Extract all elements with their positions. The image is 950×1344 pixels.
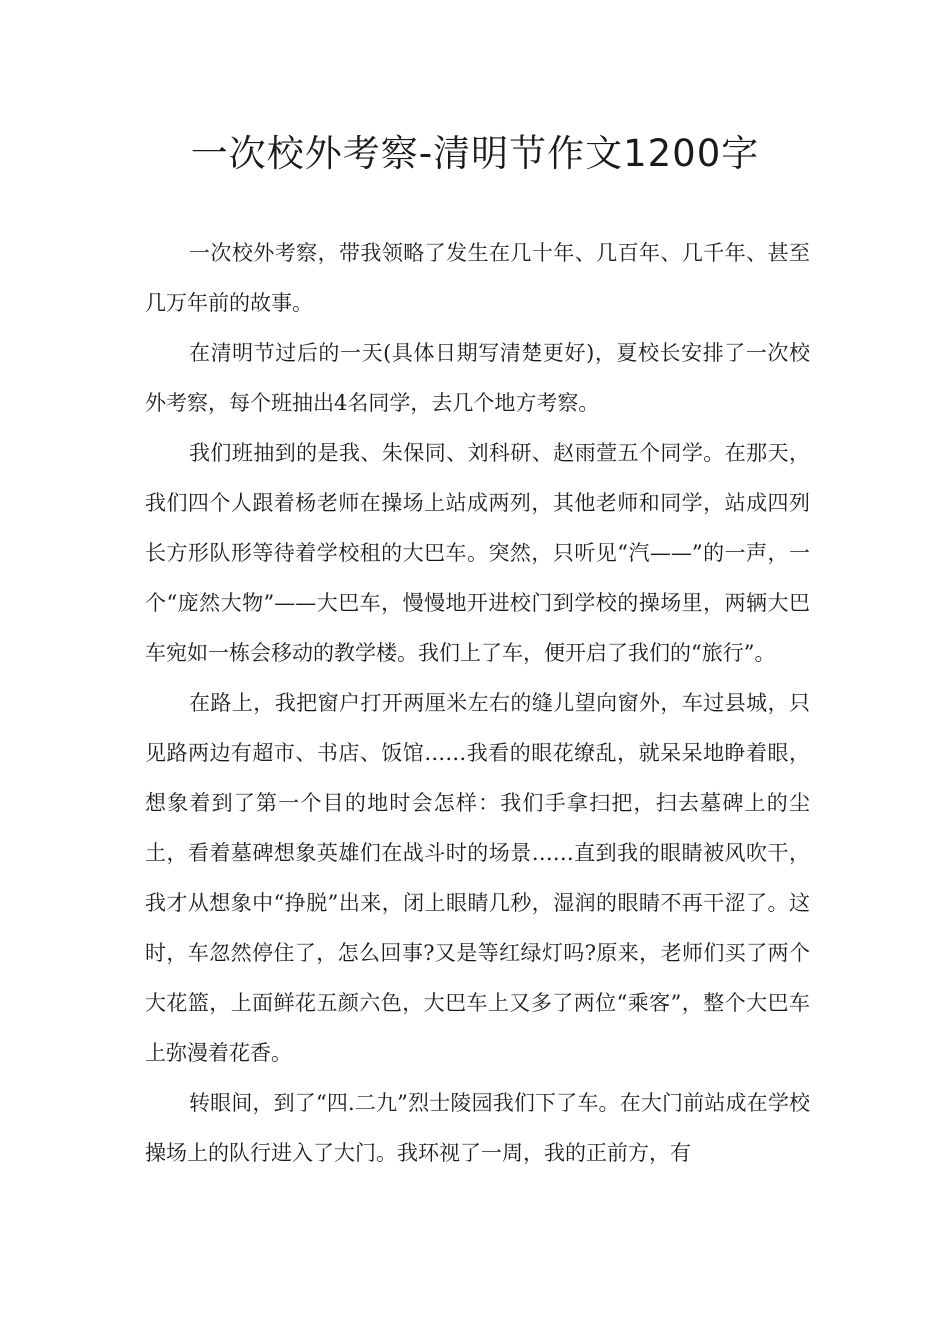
paragraph-1: 一次校外考察，带我领略了发生在几十年、几百年、几千年、甚至几万年前的故事。: [145, 241, 810, 315]
paragraph-5: 转眼间，到了“四.二九”烈士陵园我们下了车。在大门前站成在学校操场上的队行进入了大门。我环视了一周，我的正前方，有: [145, 1091, 810, 1165]
paragraph-2: 在清明节过后的一天(具体日期写清楚更好)，夏校长安排了一次校外考察，每个班抽出4名同学，去几个地方考察。: [145, 341, 810, 415]
paragraph-3: 我们班抽到的是我、朱保同、刘科研、赵雨萱五个同学。在那天，我们四个人跟着杨老师在操场上站成两列，其他老师和同学，站成四列长方形队形等待着学校租的大巴车。突然，只听见“汽——”的一声，一个“庞然大物”——大巴车，慢慢地开进校门到学校的操场里，两辆大巴车宛如一栋会移动的教学楼。我们上了车，便开启了我们的“旅行”。: [145, 441, 810, 665]
document-title: 一次校外考察-清明节作文1200字: [190, 132, 760, 175]
paragraph-4: 在路上，我把窗户打开两厘米左右的缝儿望向窗外，车过县城，只见路两边有超市、书店、饭馆……我看的眼花缭乱，就呆呆地睁着眼，想象着到了第一个目的地时会怎样：我们手拿扫把，扫去墓碑上的尘土，看着墓碑想象英雄们在战斗时的场景……直到我的眼睛被风吹干，我才从想象中“挣脱”出来，闭上眼睛几秒，湿润的眼睛不再干涩了。这时，车忽然停住了，怎么回事?又是等红绿灯吗?原来，老师们买了两个大花篮，上面鲜花五颜六色，大巴车上又多了两位“乘客”，整个大巴车上弥漫着花香。: [145, 691, 810, 1065]
document-body: [145, 228, 810, 1178]
